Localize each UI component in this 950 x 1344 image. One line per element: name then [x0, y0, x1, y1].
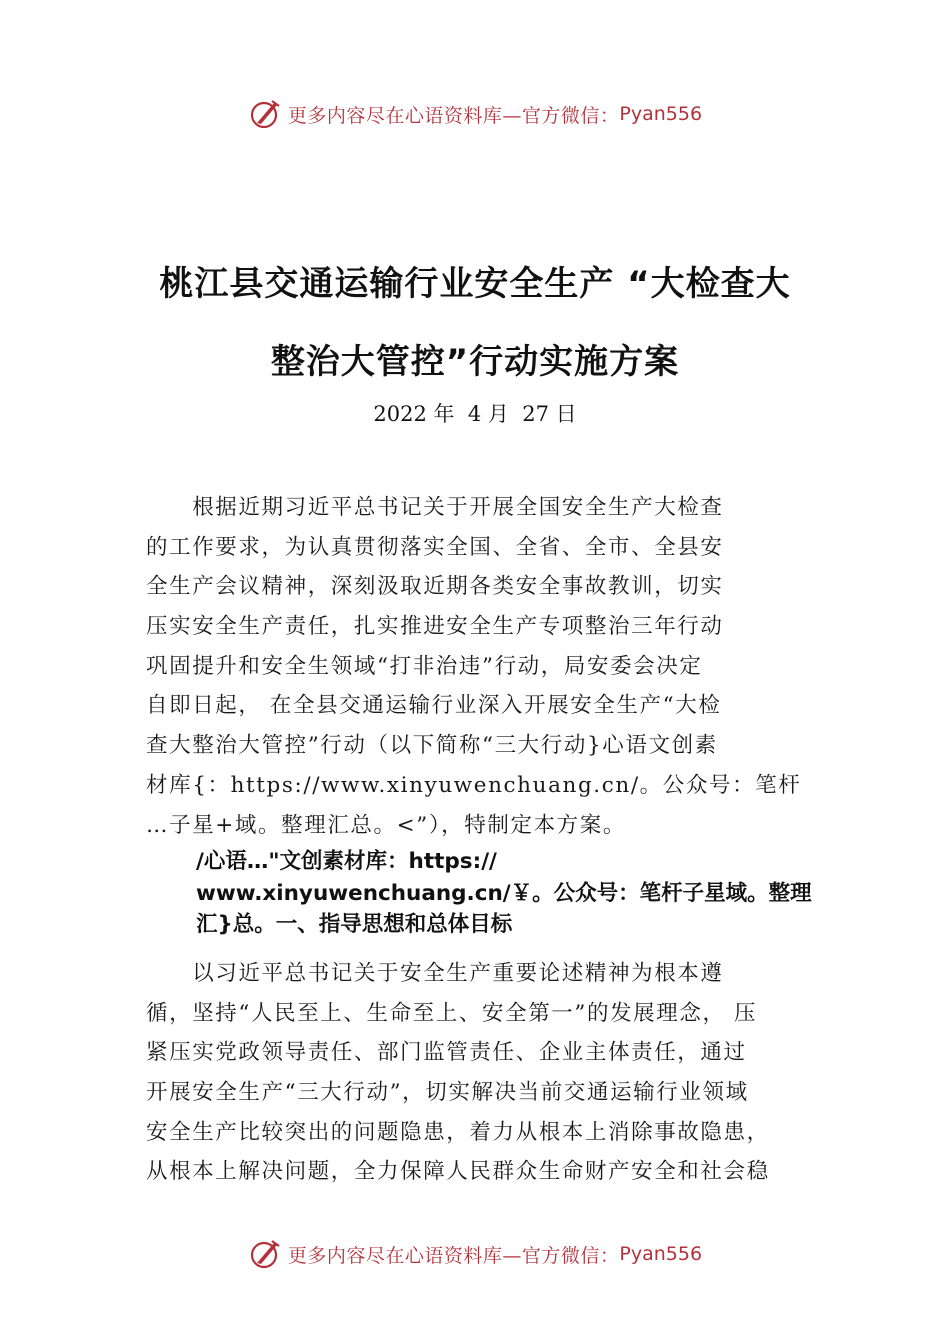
banner-wechat-id: Pyan556 — [619, 103, 703, 125]
text-line: 以习近平总书记关于安全生产重要论述精神为根本遵 — [146, 961, 724, 986]
heading-line: /心语…"文创素材库：https:// — [196, 849, 497, 874]
heading-line: 汇}总。一、指导思想和总体目标 — [196, 912, 513, 937]
quill-pen-seal-icon — [248, 1237, 282, 1271]
banner-wechat-id: Pyan556 — [619, 1243, 703, 1265]
header-banner — [0, 94, 950, 134]
text-line: 材库{：https://www.xinyuwenchuang.cn/。公众号：笔杆 — [146, 772, 802, 798]
heading-line: www.xinyuwenchuang.cn/￥。公众号：笔杆子星域。整理 — [196, 880, 812, 906]
banner-text: 更多内容尽在心语资料库—官方微信： — [287, 1244, 620, 1267]
text-line: 压实安全生产责任，扎实推进安全生产专项整治三年行动 — [146, 614, 724, 640]
text-line: …子星+域。整理汇总。<”），特制定本方案。 — [146, 812, 626, 838]
quill-pen-seal-icon — [248, 97, 282, 131]
document-date: 2022 年 4 月 27 日 — [373, 402, 577, 426]
text-line: 从根本上解决问题，全力保障人民群众生命财产安全和社会稳 — [146, 1159, 770, 1185]
text-line: 查大整治大管控”行动（以下简称“三大行动}心语文创素 — [146, 733, 718, 759]
text-line: 根据近期习近平总书记关于开展全国安全生产大检查 — [146, 495, 724, 520]
banner-text: 更多内容尽在心语资料库—官方微信： — [287, 104, 620, 127]
paragraph-intro — [146, 488, 810, 845]
text-line: 循，坚持“人民至上、生命至上、安全第一”的发展理念， 压 — [146, 1000, 758, 1026]
text-line: 巩固提升和安全生领域“打非治违”行动，局安委会决定 — [146, 653, 703, 679]
text-line: 开展安全生产“三大行动”，切实解决当前交通运输行业领域 — [146, 1080, 749, 1106]
document-title-line-2: 整治大管控”行动实施方案 — [270, 342, 680, 382]
text-line: 紧压实党政领导责任、部门监管责任、企业主体责任，通过 — [146, 1040, 747, 1066]
text-line: 的工作要求，为认真贯彻落实全国、全省、全市、全县安 — [146, 534, 724, 560]
text-line: 全生产会议精神，深刻汲取近期各类安全事故教训，切实 — [146, 574, 724, 600]
text-line: 安全生产比较突出的问题隐患，着力从根本上消除事故隐患， — [146, 1119, 770, 1145]
document-title-line-1: 桃江县交通运输行业安全生产 “大检查大 — [159, 264, 791, 304]
section-heading — [196, 846, 846, 941]
paragraph-guiding-thought — [146, 954, 810, 1192]
text-line: 自即日起， 在全县交通运输行业深入开展安全生产“大检 — [146, 693, 722, 719]
footer-banner — [0, 1234, 950, 1274]
